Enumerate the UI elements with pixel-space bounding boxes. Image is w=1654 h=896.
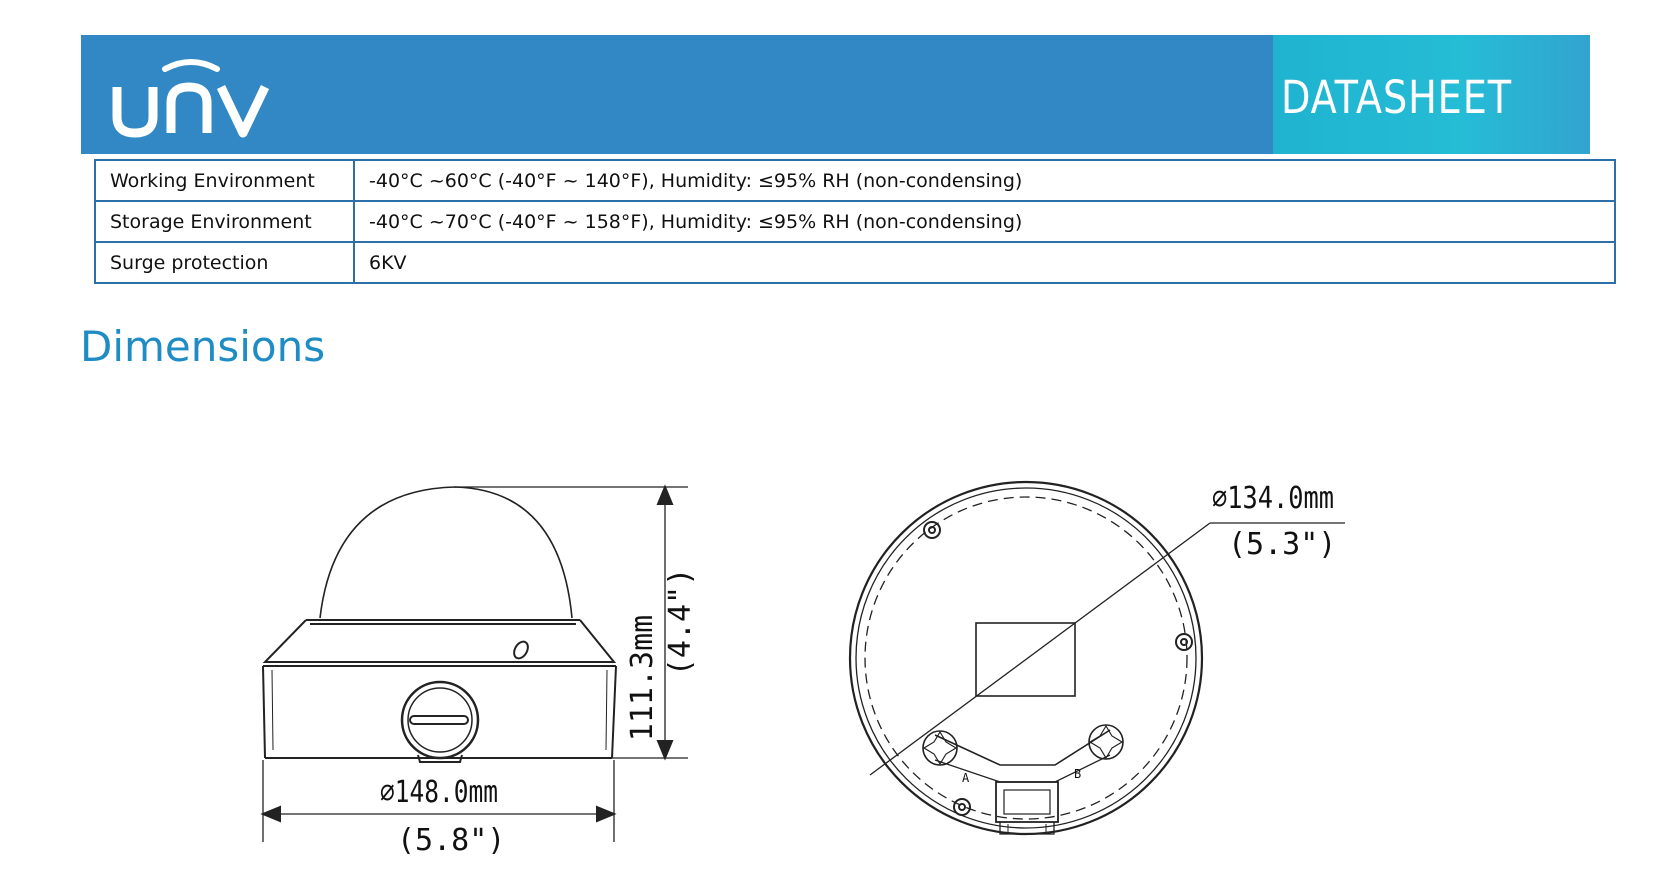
width-in-label: (5.8") xyxy=(397,823,506,858)
hole-a-label: A xyxy=(962,771,970,785)
spec-value: -40°C ~70°C (-40°F ~ 158°F), Humidity: ≤95% RH (non-condensing) xyxy=(354,201,1615,242)
datasheet-badge xyxy=(1273,35,1590,154)
datasheet-label: DATASHEET xyxy=(1281,71,1512,124)
table-row xyxy=(95,160,1615,201)
table-row xyxy=(95,201,1615,242)
width-mm-label: ⌀148.0mm xyxy=(380,775,498,810)
height-mm-label: 111.3mm xyxy=(625,614,660,742)
diameter-mm-label: ⌀134.0mm xyxy=(1212,481,1334,516)
unv-logo xyxy=(111,47,271,139)
height-in-label: (4.4") xyxy=(663,567,698,677)
diameter-in-label: (5.3") xyxy=(1228,527,1337,562)
spec-table xyxy=(94,159,1616,284)
hole-b-label: B xyxy=(1074,767,1082,781)
header-banner xyxy=(81,35,1590,154)
spec-key: Surge protection xyxy=(95,242,354,283)
spec-key: Storage Environment xyxy=(95,201,354,242)
section-title: Dimensions xyxy=(80,322,326,371)
table-row xyxy=(95,242,1615,283)
spec-value: 6KV xyxy=(354,242,1615,283)
spec-key: Working Environment xyxy=(95,160,354,201)
spec-value: -40°C ~60°C (-40°F ~ 140°F), Humidity: ≤95% RH (non-condensing) xyxy=(354,160,1615,201)
dimension-drawing xyxy=(0,430,1654,896)
